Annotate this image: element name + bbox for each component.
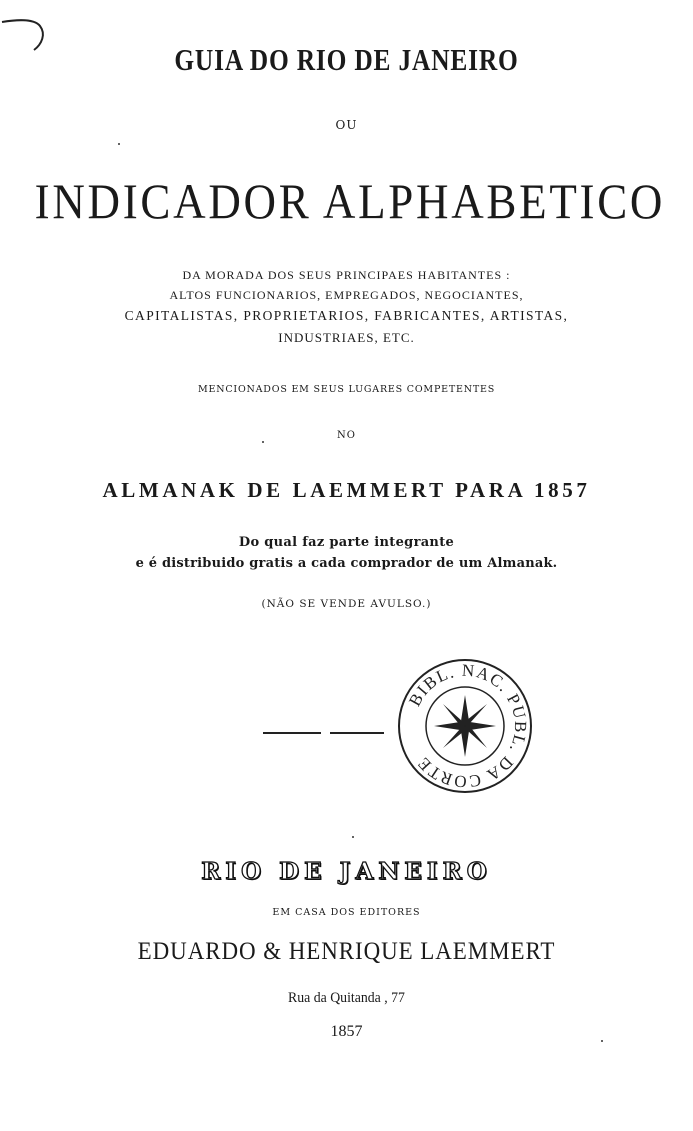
imprint-house: EM CASA DOS EDITORES: [272, 907, 421, 918]
subtitle-line-4: INDUSTRIAES, ETC.: [278, 330, 415, 345]
rule-right: [330, 732, 384, 734]
library-stamp: [396, 657, 534, 795]
almanak-title: ALMANAK DE LAEMMERT PARA 1857: [102, 478, 591, 502]
notice-line-2: e é distribuido gratis a cada comprador de um Almanak.: [135, 556, 558, 571]
title-line-1: GUIA DO RIO DE JANEIRO: [174, 42, 519, 77]
imprint-publishers: EDUARDO & HENRIQUE LAEMMERT: [137, 938, 556, 965]
ink-speck: [352, 836, 354, 838]
notice-line-1: Do qual faz parte integrante: [238, 535, 455, 550]
subtitle-line-3: CAPITALISTAS, PROPRIETARIOS, FABRICANTES, ARTISTAS,: [124, 308, 569, 323]
notice-line-3: (NÃO SE VENDE AVULSO.): [261, 598, 432, 610]
no-line: NO: [337, 430, 356, 441]
ink-speck: [118, 143, 120, 145]
ink-speck: [601, 1040, 603, 1042]
ink-mark: [0, 10, 60, 60]
mentioned-line: MENCIONADOS EM SEUS LUGARES COMPETENTES: [197, 384, 496, 395]
ink-speck: [262, 441, 264, 443]
title-line-2: INDICADOR ALPHABETICO: [34, 173, 666, 229]
stamp-text: BIBL. NAC. PUBL. DA CORTE: [404, 660, 531, 792]
rule-left: [263, 732, 321, 734]
subtitle-line-2: ALTOS FUNCIONARIOS, EMPREGADOS, NEGOCIANTES,: [169, 288, 524, 302]
star-icon: [434, 695, 496, 757]
subtitle-line-1: DA MORADA DOS SEUS PRINCIPAES HABITANTES :: [182, 268, 511, 282]
title-connector: OU: [335, 118, 358, 132]
imprint-year: 1857: [330, 1023, 363, 1040]
imprint-city: RIO DE JANEIRO: [201, 858, 492, 885]
imprint-address: Rua da Quitanda , 77: [288, 990, 405, 1006]
